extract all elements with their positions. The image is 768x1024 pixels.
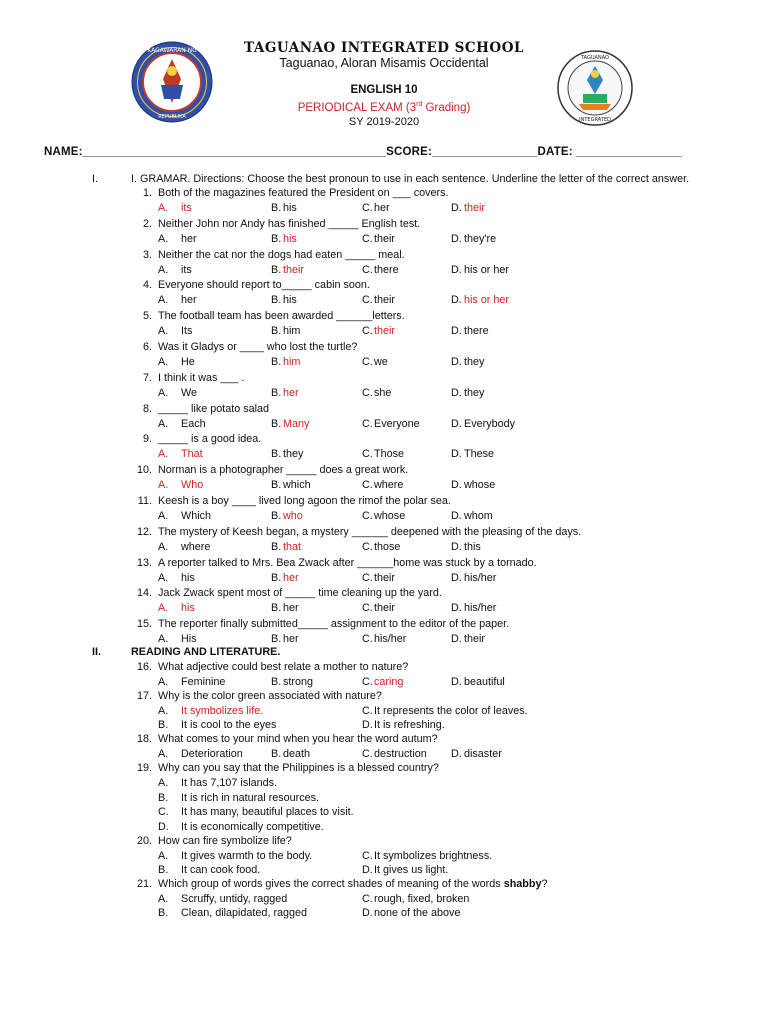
svg-text:KAGAWARAN NG: KAGAWARAN NG — [147, 47, 197, 54]
question-text: Why is the color green associated with nature? — [158, 690, 382, 702]
option-text: whom — [464, 510, 493, 522]
option-letter: B. — [271, 448, 282, 461]
school-year: SY 2019-2020 — [348, 116, 420, 128]
option-text: their — [464, 633, 486, 646]
option-text: beautiful — [464, 676, 505, 688]
question-number: 16. — [136, 661, 152, 673]
option-text: her — [374, 202, 390, 214]
option-letter: C. — [362, 386, 373, 399]
option-letter: C. — [158, 806, 169, 818]
name-score-date-line: NAME:______________________________________________SCORE:________________DATE: ________________ — [44, 146, 682, 158]
option-text: Its — [181, 325, 193, 338]
option-text: their — [374, 325, 396, 338]
option-letter: C. — [362, 294, 373, 307]
option-letter: A. — [158, 479, 169, 492]
option-letter: C. — [362, 448, 373, 461]
option-letter: D. — [451, 510, 462, 522]
option-text: his — [181, 602, 195, 615]
option-letter: D. — [451, 571, 462, 584]
option-text: they — [464, 386, 485, 399]
question-number: 7. — [142, 371, 152, 384]
option-text: Who — [181, 479, 204, 492]
option-letter: D. — [451, 602, 462, 615]
question-number: 5. — [142, 310, 152, 323]
option-text: These — [464, 448, 495, 461]
option-text: Many — [283, 417, 310, 430]
option-letter: D. — [362, 907, 373, 919]
question-text: Which group of words gives the correct shades of meaning of the words shabby? — [158, 878, 548, 890]
option-letter: B. — [271, 263, 282, 276]
option-letter: B. — [271, 633, 282, 646]
option-letter: C. — [362, 263, 373, 276]
option-letter: B. — [271, 571, 282, 584]
option-text: their — [374, 232, 396, 245]
question-text: What adjective could best relate a mother to nature? — [158, 661, 409, 673]
option-letter: C. — [362, 325, 373, 338]
option-letter: B. — [271, 540, 282, 553]
option-text: Clean, dilapidated, ragged — [181, 907, 308, 919]
option-letter: C. — [362, 602, 373, 615]
option-letter: B. — [271, 676, 282, 688]
question-text: Neither John nor Andy has finished _____ English test. — [158, 217, 421, 230]
option-letter: B. — [271, 202, 282, 214]
option-letter: C. — [362, 202, 373, 214]
option-letter: C. — [362, 417, 373, 430]
option-text: It gives us light. — [374, 864, 449, 876]
option-text: Everybody — [464, 417, 516, 430]
option-letter: A. — [158, 571, 169, 584]
question-text: The football team has been awarded ______letters. — [158, 310, 405, 323]
option-letter: B. — [158, 719, 169, 731]
option-text: she — [374, 386, 392, 399]
option-text: his/her — [374, 633, 407, 646]
option-letter: D. — [451, 748, 462, 760]
question-number: 18. — [136, 733, 152, 745]
svg-text:INTEGRATED: INTEGRATED — [579, 117, 611, 123]
option-text: rough, fixed, broken — [374, 893, 470, 905]
option-letter: D. — [451, 202, 462, 214]
option-letter: B. — [271, 479, 282, 492]
option-text: his — [283, 232, 297, 245]
option-text: they're — [464, 232, 497, 245]
option-text: there — [464, 325, 489, 338]
option-text: Feminine — [181, 676, 226, 688]
option-text: That — [181, 448, 203, 461]
question-number: 12. — [136, 525, 152, 538]
option-text: It symbolizes life. — [181, 705, 264, 717]
option-letter: D. — [362, 719, 373, 731]
option-letter: D. — [451, 232, 462, 245]
option-text: strong — [283, 676, 314, 688]
option-text: their — [283, 263, 305, 276]
option-text: her — [181, 294, 197, 307]
option-text: We — [181, 386, 198, 399]
section-2-title: READING AND LITERATURE. — [131, 646, 281, 658]
option-letter: D. — [451, 294, 462, 307]
option-letter: C. — [362, 571, 373, 584]
option-text: him — [283, 325, 301, 338]
option-letter: B. — [271, 417, 282, 430]
option-letter: B. — [158, 791, 169, 804]
question-text: Why can you say that the Philippines is a blessed country? — [158, 762, 439, 774]
option-text: they — [464, 356, 485, 368]
question-number: 3. — [142, 248, 152, 261]
question-text: A reporter talked to Mrs. Bea Zwack after ______home was stuck by a tornado. — [158, 556, 537, 569]
option-text: those — [374, 540, 401, 553]
question-text: Jack Zwack spent most of _____ time cleaning up the yard. — [158, 587, 442, 600]
option-letter: C. — [362, 705, 373, 717]
question-number: 13. — [136, 556, 152, 569]
option-text: whose — [374, 510, 406, 522]
option-text: death — [283, 748, 311, 760]
option-text: Scruffy, untidy, ragged — [181, 893, 288, 905]
question-number: 4. — [142, 279, 152, 292]
option-letter: D. — [451, 676, 462, 688]
option-letter: B. — [271, 325, 282, 338]
option-letter: D. — [451, 386, 462, 399]
option-letter: D. — [451, 356, 462, 368]
option-letter: A. — [158, 356, 169, 368]
exam-title: PERIODICAL EXAM (3rd Grading) — [297, 101, 471, 114]
question-text: How can fire symbolize life? — [158, 835, 292, 847]
question-number: 8. — [142, 402, 152, 415]
option-letter: C. — [362, 356, 373, 368]
option-letter: D. — [451, 417, 462, 430]
option-letter: A. — [158, 386, 169, 399]
option-text: their — [374, 602, 396, 615]
option-letter: A. — [158, 633, 169, 646]
option-letter: A. — [158, 850, 169, 862]
option-letter: D. — [451, 325, 462, 338]
option-letter: A. — [158, 417, 169, 430]
option-text: their — [374, 294, 396, 307]
option-letter: B. — [271, 602, 282, 615]
option-text: who — [283, 510, 303, 522]
option-letter: C. — [362, 510, 373, 522]
option-letter: B. — [271, 510, 282, 522]
question-text: The reporter finally submitted_____ assignment to the editor of the paper. — [158, 618, 510, 631]
option-text: where — [181, 540, 211, 553]
option-letter: B. — [271, 232, 282, 245]
option-text: her — [283, 602, 299, 615]
question-number: 21. — [136, 878, 152, 890]
option-text: their — [464, 202, 486, 214]
option-letter: D. — [362, 864, 373, 876]
question-text: Neither the cat nor the dogs had eaten _____ meal. — [158, 248, 405, 261]
option-letter: A. — [158, 748, 169, 760]
option-letter: C. — [362, 633, 373, 646]
option-text: It represents the color of leaves. — [374, 705, 528, 717]
question-text: What comes to your mind when you hear the word autum? — [158, 733, 438, 745]
option-text: It has 7,107 islands. — [181, 777, 278, 789]
question-text: Everyone should report to_____ cabin soon. — [158, 279, 370, 292]
option-letter: D. — [451, 263, 462, 276]
question-text: _____ like potato salad — [158, 402, 270, 415]
option-text: whose — [464, 479, 496, 492]
section-1-roman: I. — [92, 173, 98, 185]
option-text: her — [283, 633, 299, 646]
option-letter: A. — [158, 676, 169, 688]
option-text: It has many, beautiful places to visit. — [181, 806, 354, 818]
option-letter: D. — [451, 540, 462, 553]
option-text: they — [283, 448, 304, 461]
option-text: his or her — [464, 263, 510, 276]
option-letter: A. — [158, 294, 169, 307]
option-letter: A. — [158, 448, 169, 461]
school-name: TAGUANAO INTEGRATED SCHOOL — [244, 40, 524, 56]
option-text: It is refreshing. — [374, 719, 445, 731]
option-text: His — [181, 633, 197, 646]
option-text: his — [283, 202, 297, 214]
question-number: 10. — [136, 464, 152, 477]
option-text: Which — [181, 510, 211, 522]
option-text: that — [283, 540, 302, 553]
option-text: we — [374, 356, 388, 368]
option-text: his — [181, 571, 195, 584]
option-letter: B. — [158, 907, 169, 919]
option-letter: D. — [451, 633, 462, 646]
school-address: Taguanao, Aloran Misamis Occidental — [279, 56, 489, 70]
option-text: It is economically competitive. — [181, 820, 324, 833]
svg-text:TAGUANAO: TAGUANAO — [581, 55, 609, 61]
option-text: its — [181, 202, 192, 214]
option-text: He — [181, 356, 195, 368]
option-letter: A. — [158, 602, 169, 615]
question-text: Norman is a photographer _____ does a great work. — [158, 464, 409, 477]
option-text: her — [181, 232, 197, 245]
option-text: his or her — [464, 294, 510, 307]
section-1-instructions: I. GRAMAR. Directions: Choose the best pronoun to use in each sentence. Underline the letter of the correct answer. — [131, 173, 690, 185]
option-letter: C. — [362, 893, 373, 905]
option-letter: C. — [362, 748, 373, 760]
option-letter: A. — [158, 325, 169, 338]
option-letter: C. — [362, 540, 373, 553]
option-text: its — [181, 263, 192, 276]
question-text: Keesh is a boy ____ lived long agoon the rimof the polar sea. — [158, 495, 451, 507]
section-2-roman: II. — [92, 646, 101, 658]
option-letter: B. — [271, 386, 282, 399]
question-text: _____ is a good idea. — [158, 433, 262, 446]
question-number: 9. — [142, 433, 152, 446]
option-text: Those — [374, 448, 405, 461]
option-text: this — [464, 540, 481, 553]
question-number: 20. — [136, 835, 152, 847]
option-text: disaster — [464, 748, 502, 760]
question-text: Was it Gladys or ____ who lost the turtle? — [158, 341, 358, 353]
option-text: where — [374, 479, 404, 492]
option-text: caring — [374, 676, 404, 688]
option-letter: C. — [362, 850, 373, 862]
option-text: her — [283, 571, 299, 584]
option-text: It gives warmth to the body. — [181, 850, 313, 862]
question-number: 15. — [136, 618, 152, 631]
option-text: It is cool to the eyes — [181, 719, 277, 731]
option-letter: D. — [158, 820, 169, 833]
question-number: 1. — [142, 187, 152, 199]
option-text: her — [283, 386, 299, 399]
option-letter: D. — [451, 479, 462, 492]
option-text: his/her — [464, 602, 497, 615]
question-number: 2. — [142, 217, 152, 230]
option-text: their — [374, 571, 396, 584]
option-text: none of the above — [374, 907, 461, 919]
question-text: I think it was ___ . — [158, 371, 245, 384]
option-letter: B. — [271, 294, 282, 307]
option-letter: B. — [271, 748, 282, 760]
option-letter: A. — [158, 893, 169, 905]
subject-title: ENGLISH 10 — [350, 84, 418, 96]
svg-text:REPUBLIKA: REPUBLIKA — [158, 114, 186, 120]
option-letter: B. — [158, 864, 169, 876]
option-text: destruction — [374, 748, 427, 760]
option-letter: A. — [158, 510, 169, 522]
question-text: The mystery of Keesh began, a mystery ______ deepened with the pleasing of the days. — [158, 525, 582, 538]
option-letter: A. — [158, 263, 169, 276]
option-letter: C. — [362, 676, 373, 688]
option-text: It is rich in natural resources. — [181, 791, 320, 804]
option-letter: A. — [158, 232, 169, 245]
question-number: 19. — [136, 762, 152, 774]
option-letter: A. — [158, 540, 169, 553]
option-letter: A. — [158, 705, 169, 717]
option-text: there — [374, 263, 399, 276]
option-text: It symbolizes brightness. — [374, 850, 493, 862]
option-text: Each — [181, 417, 206, 430]
option-letter: C. — [362, 479, 373, 492]
option-text: It can cook food. — [181, 864, 261, 876]
option-letter: A. — [158, 202, 169, 214]
option-text: Deterioration — [181, 748, 243, 760]
option-text: Everyone — [374, 417, 420, 430]
question-number: 6. — [142, 341, 152, 353]
question-number: 17. — [136, 690, 152, 702]
option-letter: C. — [362, 232, 373, 245]
question-number: 11. — [137, 495, 152, 507]
option-text: which — [283, 479, 311, 492]
option-text: his — [283, 294, 297, 307]
question-text: Both of the magazines featured the President on ___ covers. — [158, 187, 449, 199]
option-letter: D. — [451, 448, 462, 461]
option-letter: A. — [158, 777, 169, 789]
question-number: 14. — [136, 587, 152, 600]
option-letter: B. — [271, 356, 282, 368]
option-text: him — [283, 356, 301, 368]
option-text: his/her — [464, 571, 497, 584]
